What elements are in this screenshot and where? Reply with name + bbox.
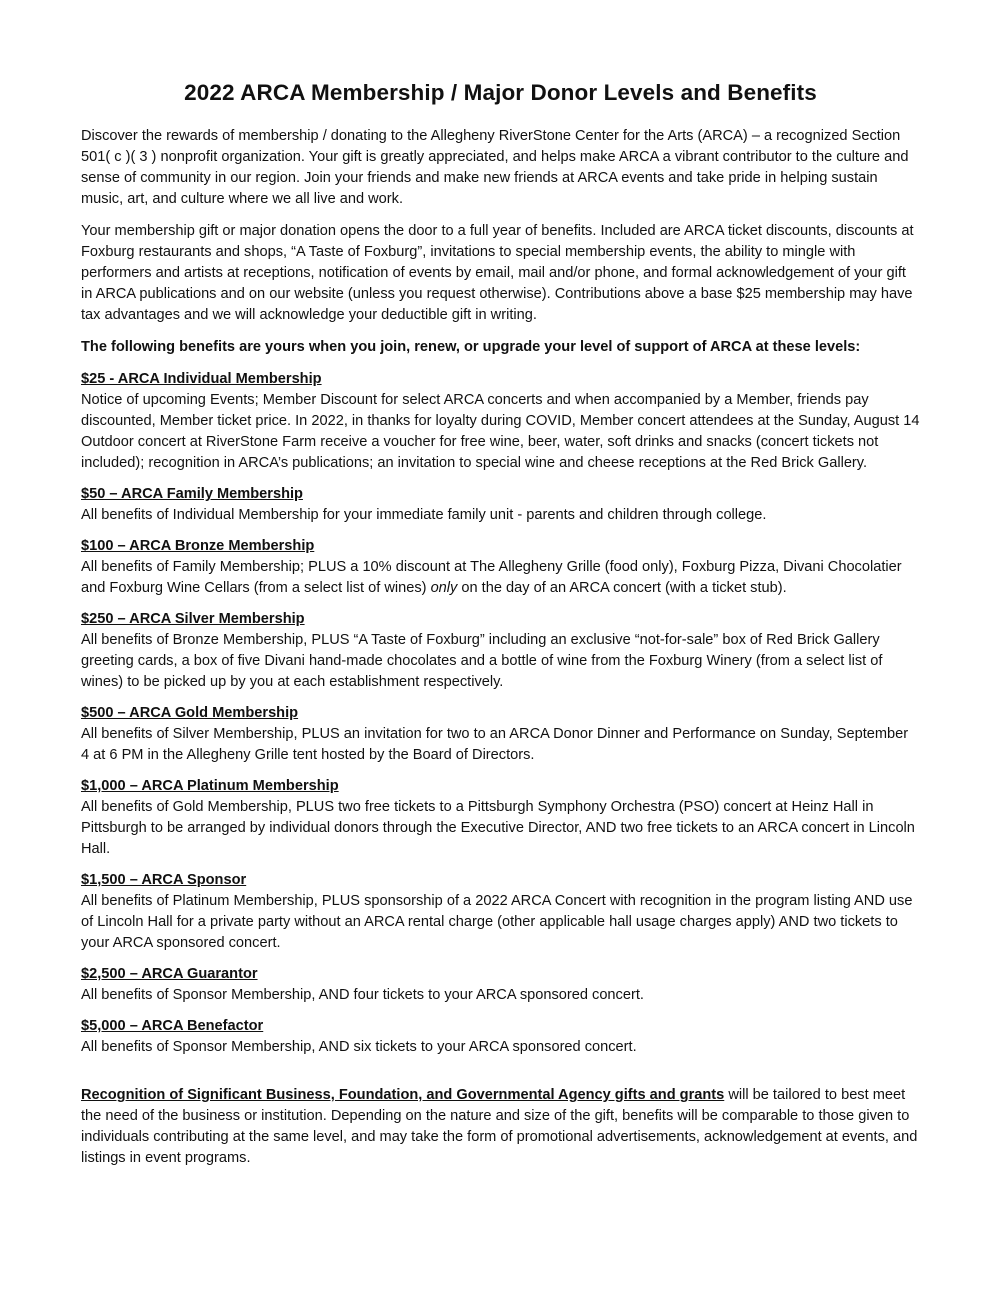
level-family (81, 484, 920, 526)
level-benefactor (81, 1016, 920, 1058)
level-platinum (81, 776, 920, 860)
level-bronze (81, 536, 920, 599)
level-description: All benefits of Sponsor Membership, AND four tickets to your ARCA sponsored concert. (81, 987, 644, 1003)
level-description-text: All benefits of Family Membership; PLUS a 10% discount at The Allegheny Grille (food only), Foxburg Pizza, Divani Chocolatier and Foxburg Wine Cellars (from a select list of wines) (81, 559, 902, 596)
level-heading: $500 – ARCA Gold Membership (81, 705, 299, 721)
intro-paragraph-2: Your membership gift or major donation opens the door to a full year of benefits. Included are ARCA ticket discounts, discounts at Foxburg restaurants and shops, “A Taste of Foxburg”, invitations to special membership events, the ability to mingle with performers and artists at receptions, notification of events by email, mail and/or phone, and formal acknowledgement of your gift in ARCA publications and on our website (unless you request otherwise). Contributions above a base $25 membership may have tax advantages and we will acknowledge your deductible gift in writing. (81, 223, 914, 323)
level-guarantor (81, 964, 920, 1006)
level-heading: $2,500 – ARCA Guarantor (81, 966, 258, 982)
level-individual (81, 369, 920, 474)
level-description-text: on the day of an ARCA concert (with a ticket stub). (457, 580, 787, 596)
level-heading: $1,000 – ARCA Platinum Membership (81, 778, 339, 794)
level-description: All benefits of Platinum Membership, PLUS sponsorship of a 2022 ARCA Concert with recognition in the program listing AND use of Lincoln Hall for a private party without an ARCA rental charge (other applicable hall usage charges apply) AND two tickets to your ARCA sponsored concert. (81, 893, 913, 951)
level-heading: $1,500 – ARCA Sponsor (81, 872, 247, 888)
level-description: Notice of upcoming Events; Member Discount for select ARCA concerts and when accompanied by a Member, friends pay discounted, Member ticket price. In 2022, in thanks for loyalty during COVID, Member concert attendees at the Sunday, August 14 Outdoor concert at RiverStone Farm receive a voucher for free wine, beer, water, soft drinks and snacks (concert tickets not included); recognition in ARCA’s publications; an invitation to special wine and cheese receptions at the Red Brick Gallery. (81, 392, 920, 471)
section-spacer (81, 1068, 920, 1085)
benefits-lead-statement: The following benefits are yours when you join, renew, or upgrade your level of support of ARCA at these levels: (81, 339, 861, 355)
recognition-paragraph (81, 1085, 920, 1169)
level-heading: $100 – ARCA Bronze Membership (81, 538, 315, 554)
level-description: All benefits of Bronze Membership, PLUS “A Taste of Foxburg” including an exclusive “not-for-sale” box of Red Brick Gallery greeting cards, a box of five Divani hand-made chocolates and a bottle of wine from the Foxburg Winery (from a select list of wines) to be picked up by you at each establishment respectively. (81, 632, 883, 690)
level-description: All benefits of Sponsor Membership, AND six tickets to your ARCA sponsored concert. (81, 1039, 637, 1055)
page-title: 2022 ARCA Membership / Major Donor Levels and Benefits (184, 80, 817, 105)
level-heading: $5,000 – ARCA Benefactor (81, 1018, 264, 1034)
level-description: All benefits of Individual Membership for your immediate family unit - parents and children through college. (81, 507, 767, 523)
level-description: All benefits of Silver Membership, PLUS an invitation for two to an ARCA Donor Dinner and Performance on Sunday, September 4 at 6 PM in the Allegheny Grille tent hosted by the Board of Directors. (81, 726, 909, 763)
level-sponsor (81, 870, 920, 954)
level-heading: $25 - ARCA Individual Membership (81, 371, 322, 387)
level-description (81, 557, 920, 599)
intro-paragraph-1: Discover the rewards of membership / donating to the Allegheny RiverStone Center for the Arts (ARCA) – a recognized Section 501( c )( 3 ) nonprofit organization. Your gift is greatly appreciated, and helps make ARCA a vibrant contributor to the culture and sense of community in our region. Join your friends and make new friends at ARCA events and take pride in helping sustain music, art, and culture where we all live and work. (81, 128, 909, 207)
level-description-emphasis: only (430, 580, 458, 596)
recognition-heading: Recognition of Significant Business, Foundation, and Governmental Agency gifts and grants (81, 1087, 725, 1103)
level-description: All benefits of Gold Membership, PLUS two free tickets to a Pittsburgh Symphony Orchestra (PSO) concert at Heinz Hall in Pittsburgh to be arranged by individual donors through the Executive Director, AND two free tickets to an ARCA concert in Lincoln Hall. (81, 799, 915, 857)
level-silver (81, 609, 920, 693)
level-heading: $50 – ARCA Family Membership (81, 486, 303, 502)
recognition-text: will be tailored to best meet the need of the business or institution. Depending on the nature and size of the gift, benefits will be comparable to those given to individuals contributing at the same level, and may take the form of promotional advertisements, acknowledgement at events, and listings in event programs. (81, 1087, 918, 1166)
level-heading: $250 – ARCA Silver Membership (81, 611, 305, 627)
level-gold (81, 703, 920, 766)
